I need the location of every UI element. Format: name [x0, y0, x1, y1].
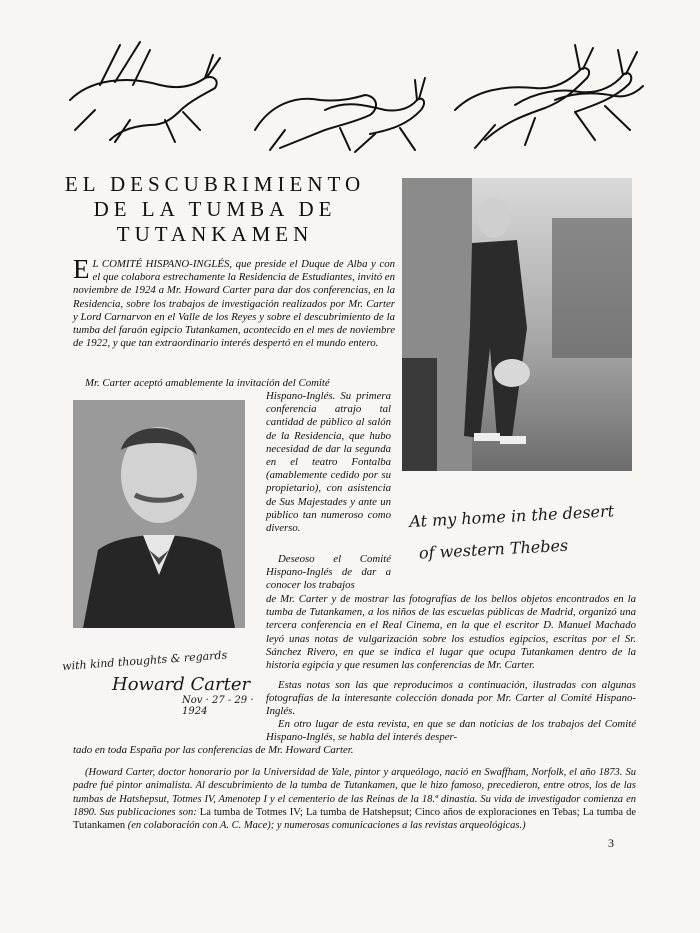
para5-right-text: En otro lugar de esta revista, en que se dan noticias de los trabajos del Comité Hispano-Inglés, se habla del interés desper- — [266, 718, 636, 744]
carter-standing-photo — [402, 178, 632, 471]
title-line-3: TUTANKAMEN — [116, 222, 314, 246]
para4-text: Estas notas son las que reproducimos a continuación, ilustradas con algunas fotografías de la interesante colección donada por Mr. Carter al Comité Hispano-Inglés. — [266, 679, 636, 718]
dedication-signature — [408, 494, 641, 570]
autograph-date: Nov · 27 - 29 · 1924 — [182, 695, 254, 717]
intro-paragraph — [73, 254, 395, 350]
drop-cap: E — [73, 254, 90, 284]
bio-text-2: (en colaboración con A. C. Mace); y numerosas comunicaciones a las revistas arqueológicas.) — [127, 820, 526, 832]
para2-column — [266, 390, 391, 535]
bio-text-1: (Howard Carter, doctor honorario por la Universidad de Yale, pintor y arqueólogo, nació en Swaffham, Norfolk, el año 1873. Su padre fué pintor animalista. Al descubrimiento de la tumba de Tutankamen, que le hizo famoso, precedieron, entre otros, los de las tumbas de Hatshepsut, Totmes IV, Amenotep I y el cementerio de las Reinas de la 18.ª dinastía. Su vida de investigador comienza en 1890. Sus publicaciones son: — [73, 767, 636, 818]
para3-full — [266, 593, 636, 672]
carter-autograph — [61, 648, 262, 728]
para3-full-text: de Mr. Carter y de mostrar las fotografías de los bellos objetos encontrados en la tumba de Tutankamen, a los niños de las escuelas públicas de Madrid, organizó una tercera conferencia en el Real Cinema, en la que el escritor D. Manuel Machado leyó unas notas de vulgarización sobre los estudios egipcios, escritas por el Sr. Sánchez Rivero, en que se indica el lugar que ocupa Tutankamen dentro de la historia egipcia y que resumen las conferencias de Mr. Carter. — [266, 593, 636, 672]
page-number: 3 — [608, 836, 614, 850]
egyptian-frieze — [55, 30, 645, 155]
para5-full — [73, 744, 636, 757]
autograph-line-1: with kind thoughts & regards — [61, 648, 228, 673]
para5-full-text: tado en toda España por las conferencias de Mr. Howard Carter. — [73, 744, 354, 756]
para3-column-text: Deseoso el Comité Hispano-Inglés de dar a conocer los trabajos — [266, 553, 391, 592]
para3-column — [266, 553, 391, 593]
para2-column-text: Hispano-Inglés. Su primera conferencia atrajo tal cantidad de público al salón de la Residencia, que hubo necesidad de dar la segunda en el teatro Fontalba (amablemente cedido por su propietario), con asistencia de Sus Majestades y ante un público tan numeroso como diverso. — [266, 390, 391, 535]
bio-paragraph — [73, 766, 636, 832]
bio-publications: La tumba de Totmes IV; La tumba de Hatshepsut; Cinco años de exploraciones en Tebas; La tumba de Tutankamen — [73, 806, 637, 832]
para2-lead-text: Mr. Carter aceptó amablemente la invitación del Comité — [85, 377, 330, 389]
title-line-2: DE LA TUMBA DE — [93, 197, 337, 221]
intro-text: L COMITÉ HISPANO-INGLÉS, que preside el Duque de Alba y con el que colabora estrechamente la Residencia de Estudiantes, invitó en noviembre de 1924 a Mr. Howard Carter para dar dos conferencias, en la Residencia, sobre los trabajos de investigación realizados por Mr. Carter y Lord Carnarvon en el Valle de los Reyes y sobre el descubrimiento de la tumba del faraón egipcio Tutankamen, acontecido en el mes de noviembre de 1922, y que tan extraordinario interés despertó en el mundo entero. — [73, 258, 395, 350]
title-line-1: EL DESCUBRIMIENTO — [64, 172, 366, 196]
antelope-frieze-icon — [55, 30, 645, 155]
para2-lead — [73, 377, 395, 390]
para5-right — [266, 718, 636, 744]
dedication-line-2: of western Thebes — [418, 535, 569, 563]
autograph-name: Howard Carter — [112, 674, 251, 695]
dedication-line-1: At my home in the desert — [408, 501, 615, 532]
article-title — [60, 172, 370, 247]
carter-portrait-photo — [73, 400, 245, 628]
para4 — [266, 679, 636, 719]
